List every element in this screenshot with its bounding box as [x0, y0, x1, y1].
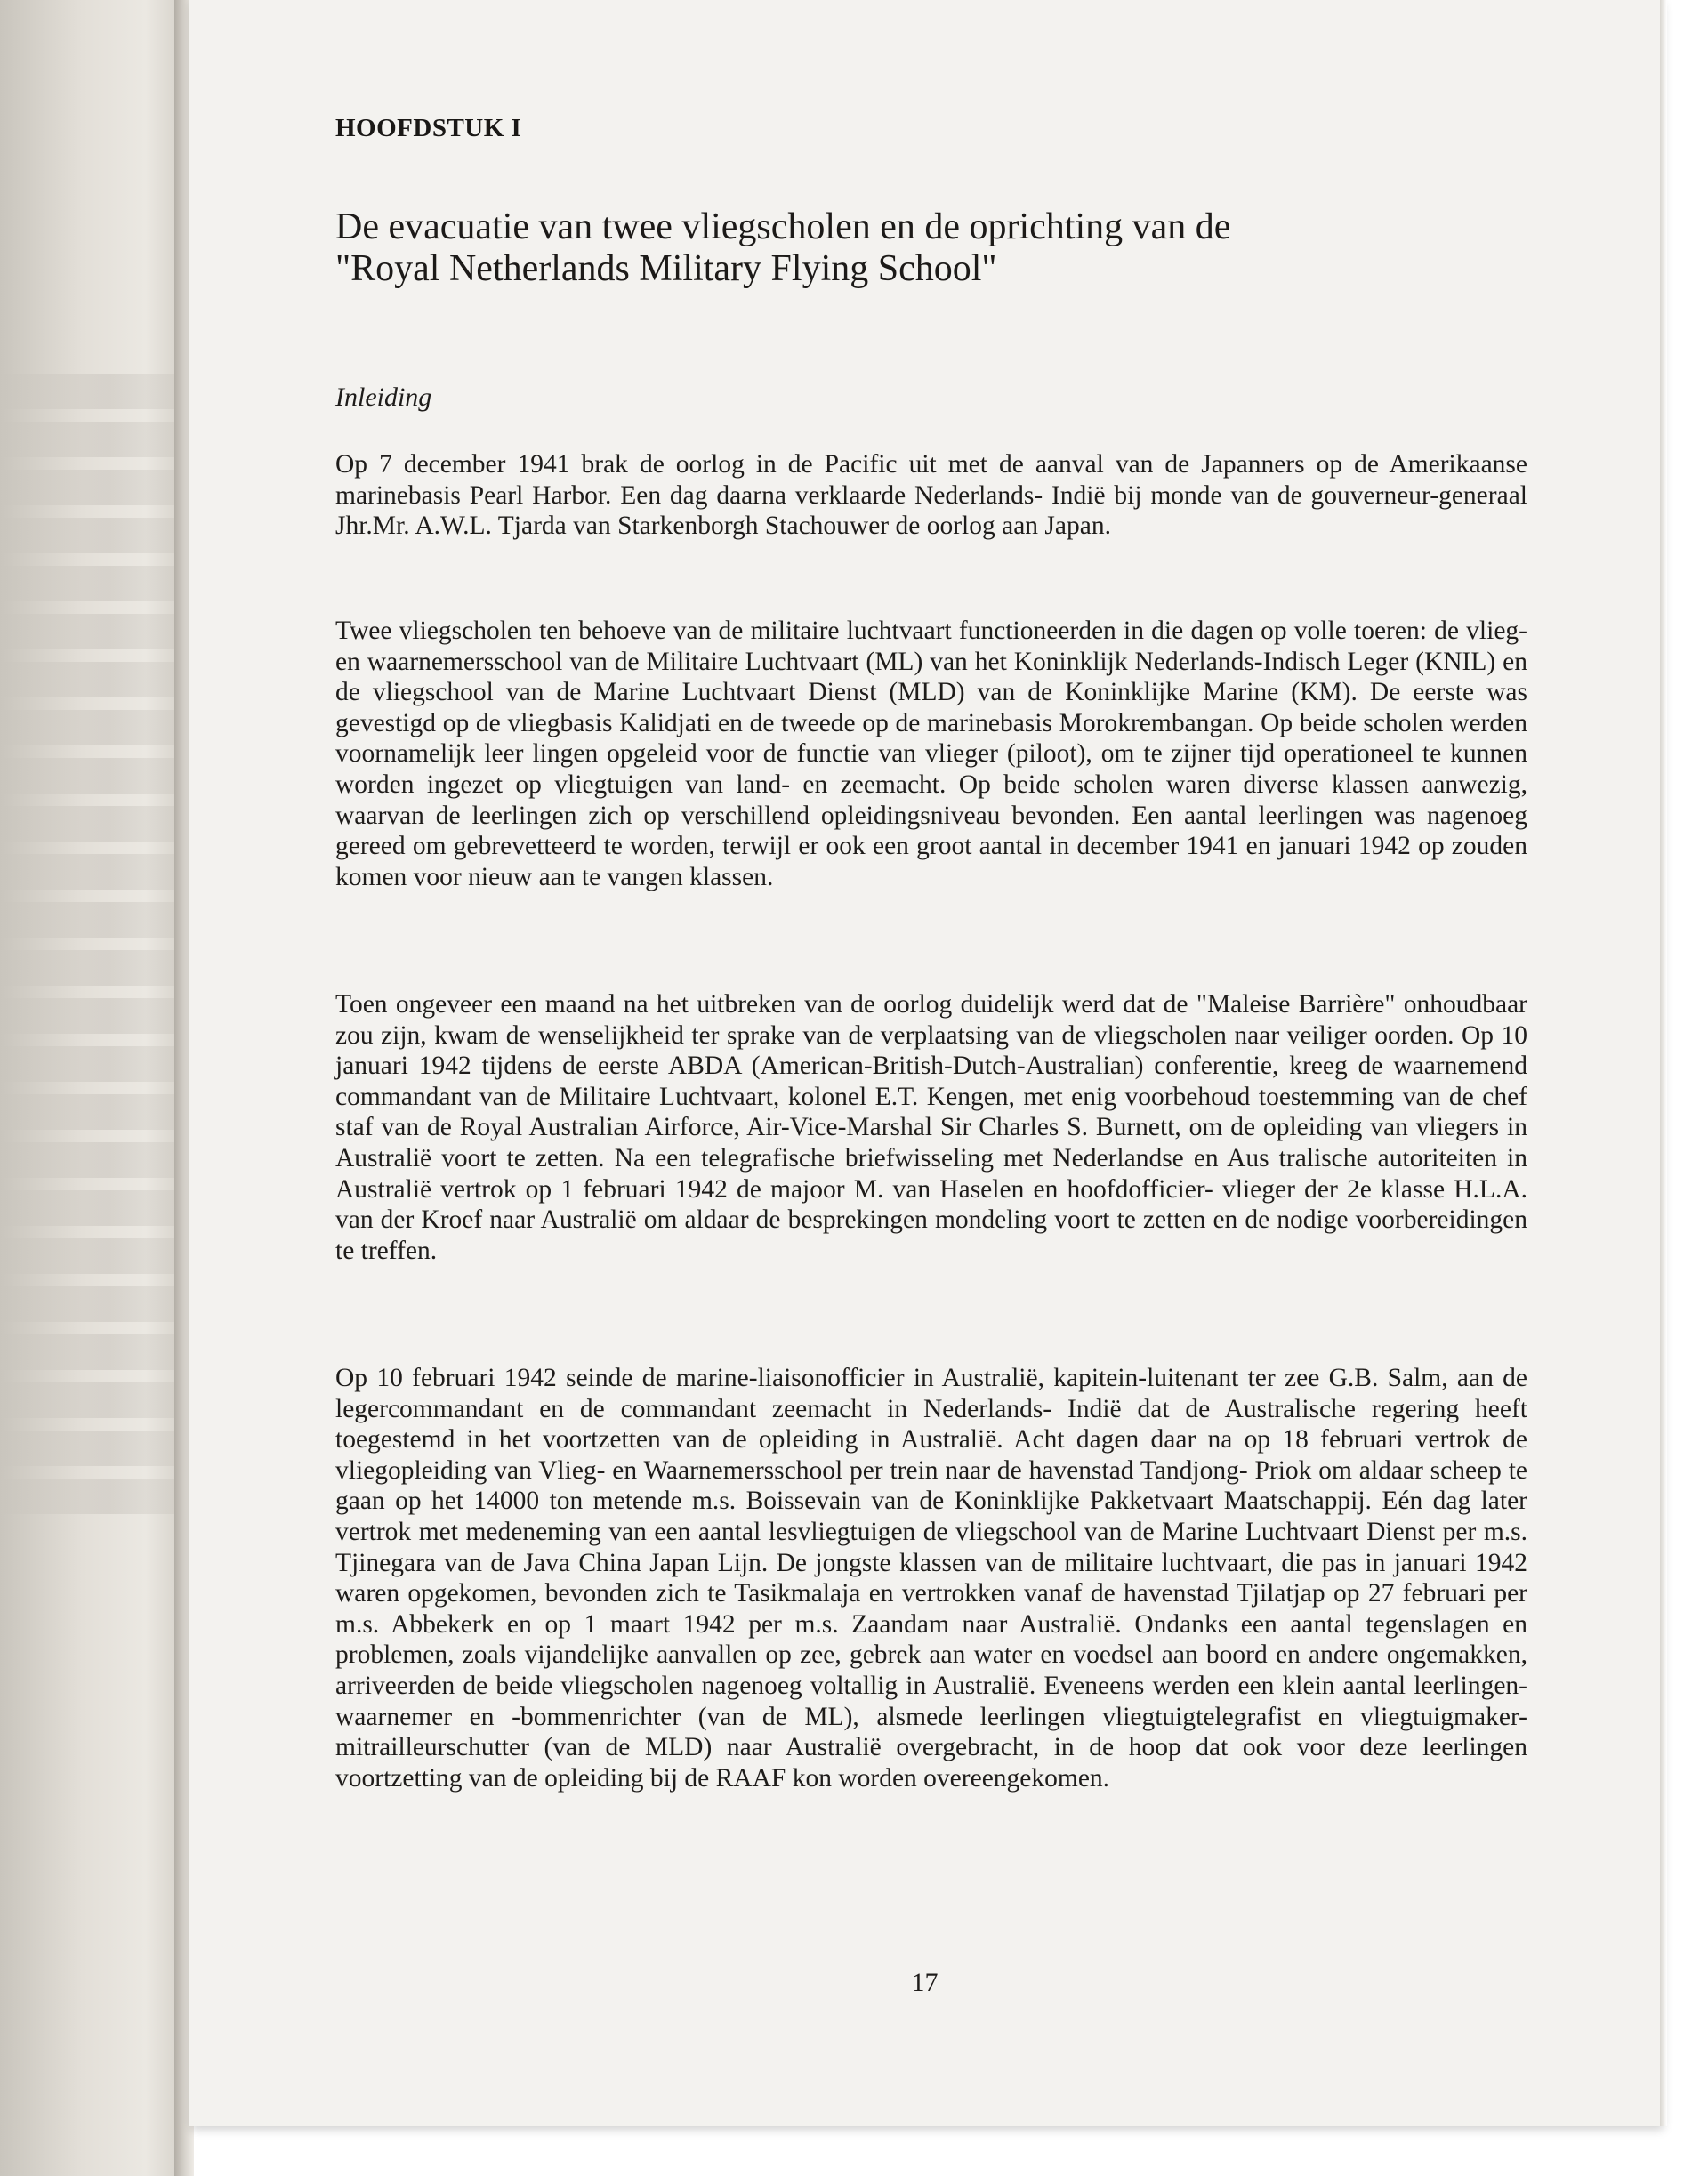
chapter-title-line-1: De evacuatie van twee vliegscholen en de oprichting van de — [335, 206, 1231, 247]
paragraph-4: Op 10 februari 1942 seinde de marine-liaisonofficier in Australië, kapitein-luitenant ter zee G.B. Salm, aan de legercommandant en de commandant zeemacht in Nederlands- Indië dat de Australische regering heeft toegestemd in het voortzetten van de opleiding in Australië. Acht dagen daar na op 18 februari vertrok de vliegopleiding van Vlieg- en Waarnemersschool per trein naar de havenstad Tandjong- Priok om aldaar scheep te gaan op het 14000 ton metende m.s. Boissevain van de Koninklijke Pakketvaart Maatschappij. Eén dag later vertrok met medeneming van een aantal lesvliegtuigen de vliegschool van de Marine Luchtvaart Dienst per m.s. Tjinegara van de Java China Japan Lijn. De jongste klassen van de militaire luchtvaart, die pas in januari 1942 waren opgekomen, bevonden zich te Tasikmalaja en vertrokken vanaf de havenstad Tjilatjap op 27 februari per m.s. Abbekerk en op 1 maart 1942 per m.s. Zaandam naar Australië. Ondanks een aantal tegenslagen en problemen, zoals vijandelijke aanvallen op zee, gebrek aan water en voedsel aan boord en andere ongemakken, arriveerden de beide vliegscholen nagenoeg voltallig in Australië. Eveneens werden een klein aantal leerlingen- waarnemer en -bommenrichter (van de ML), alsmede leerlingen vliegtuigtelegrafist en vliegtuigmaker-mitrailleurschutter (van de MLD) naar Australië overgebracht, in de hoop dat ook voor deze leerlingen voortzetting van de opleiding bij de RAAF kon worden overeengekomen. — [335, 1364, 1527, 1793]
book-page — [189, 0, 1661, 2126]
section-heading: Inleiding — [335, 383, 432, 412]
page-number: 17 — [911, 1968, 939, 1997]
paragraph-2: Twee vliegscholen ten behoeve van de militaire luchtvaart functioneerden in die dagen op volle toeren: de vlieg- en waarnemersschool van de Militaire Luchtvaart (ML) van het Koninklijk Nederlands-Indisch Leger (KNIL) en de vliegschool van de Marine Luchtvaart Dienst (MLD) van de Koninklijke Marine (KM). De eerste was gevestigd op de vliegbasis Kalidjati en de tweede op de marinebasis Morokrembangan. Op beide scholen werden voornamelijk leer lingen opgeleid voor de functie van vlieger (piloot), om te zijner tijd operationeel te kunnen worden ingezet op vliegtuigen van land- en zeemacht. Op beide scholen waren diverse klassen aanwezig, waarvan de leerlingen zich op verschillend opleidingsniveau bevonden. Een aantal leerlingen was nagenoeg gereed om gebrevetteerd te worden, terwijl er ook een groot aantal in december 1941 en januari 1942 op zouden komen voor nieuw aan te vangen klassen. — [335, 617, 1527, 891]
facing-page-shadow-text — [0, 374, 182, 1527]
page-edge — [1660, 0, 1667, 2126]
facing-page — [0, 0, 182, 2176]
paragraph-1: Op 7 december 1941 brak de oorlog in de Pacific uit met de aanval van de Japanners op de Amerikaanse marinebasis Pearl Harbor. Een dag daarna verklaarde Nederlands- Indië bij monde van de gouverneur-generaal Jhr.Mr. A.W.L. Tjarda van Starkenborgh Stachouwer de oorlog aan Japan. — [335, 450, 1527, 541]
chapter-title-line-2: "Royal Netherlands Military Flying School" — [335, 248, 997, 289]
chapter-title — [335, 206, 1492, 290]
paragraph-3: Toen ongeveer een maand na het uitbreken van de oorlog duidelijk werd dat de "Maleise Barrière" onhoudbaar zou zijn, kwam de wenselijkheid ter sprake van de verplaatsing van de vliegscholen naar veiliger oorden. Op 10 januari 1942 tijdens de eerste ABDA (American-British-Dutch-Australian) conferentie, kreeg de waarnemend commandant van de Militaire Luchtvaart, kolonel E.T. Kengen, met enig voorbehoud toestemming van de chef staf van de Royal Australian Airforce, Air-Vice-Marshal Sir Charles S. Burnett, om de opleiding van vliegers in Australië voort te zetten. Na een telegrafische briefwisseling met Nederlandse en Aus tralische autoriteiten in Australië vertrok op 1 februari 1942 de majoor M. van Haselen en hoofdofficier- vlieger der 2e klasse H.L.A. van der Kroef naar Australië om aldaar de besprekingen mondeling voort te zetten en de nodige voorbereidingen te treffen. — [335, 990, 1527, 1265]
chapter-label: HOOFDSTUK I — [335, 114, 522, 142]
